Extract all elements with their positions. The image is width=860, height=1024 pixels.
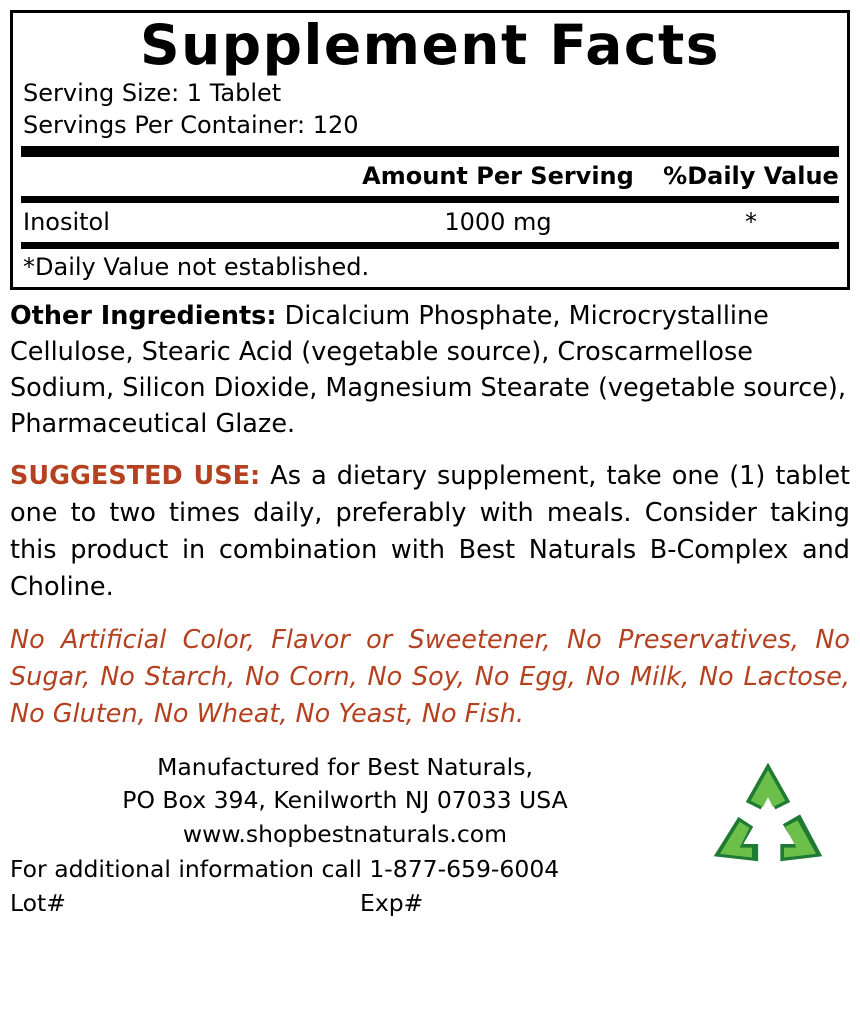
table-header-row: [21, 157, 839, 196]
recycle-icon: [694, 755, 842, 891]
lot-label: Lot#: [10, 888, 66, 917]
supplement-facts-panel: [10, 10, 850, 290]
free-of-claims: No Artificial Color, Flavor or Sweetener, No Preservatives, No Sugar, No Starch, No Corn, No Soy, No Egg, No Milk, No Lactose, No Gluten, No Wheat, No Yeast, No Fish.: [10, 625, 850, 730]
panel-title: Supplement Facts: [140, 13, 720, 77]
nutrient-daily-value: *: [745, 207, 757, 236]
daily-value-footnote: *Daily Value not established.: [23, 252, 370, 281]
divider-medium: [21, 196, 839, 203]
exp-label: Exp#: [360, 888, 424, 917]
suggested-use-label: SUGGESTED USE:: [10, 461, 261, 492]
serving-size: Serving Size: 1 Tablet: [23, 78, 282, 107]
manufactured-for: Manufactured for Best Naturals,: [157, 753, 533, 782]
phone-line: For additional information call 1-877-659-6004: [10, 855, 560, 884]
other-ingredients: [10, 298, 850, 443]
website: www.shopbestnaturals.com: [182, 819, 508, 848]
suggested-use: [10, 458, 850, 606]
suggested-use-text: As a dietary supplement, take one (1) tablet one to two times daily, preferably with meals. Consider taking this product in combination with Best Naturals B-Complex and Choline.: [10, 461, 851, 603]
divider-medium-bottom: [21, 242, 839, 249]
divider-thick-top: [21, 146, 839, 157]
mailing-address: PO Box 394, Kenilworth NJ 07033 USA: [122, 786, 568, 815]
footer: [10, 751, 850, 916]
nutrient-name: Inositol: [23, 207, 110, 236]
header-daily-value: %Daily Value: [663, 161, 839, 190]
lot-exp-row: [10, 889, 850, 917]
header-amount-per-serving: Amount Per Serving: [362, 161, 634, 190]
other-ingredients-text: Dicalcium Phosphate, Microcrystalline Cellulose, Stearic Acid (vegetable source), Croscarmellose Sodium, Silicon Dioxide, Magnesium Stearate (vegetable source), Pharmaceutical Glaze.: [10, 300, 846, 440]
other-ingredients-label: Other Ingredients:: [10, 300, 277, 331]
table-row: [21, 203, 839, 242]
servings-per-container: Servings Per Container: 120: [23, 111, 359, 140]
nutrient-amount: 1000 mg: [444, 207, 552, 236]
